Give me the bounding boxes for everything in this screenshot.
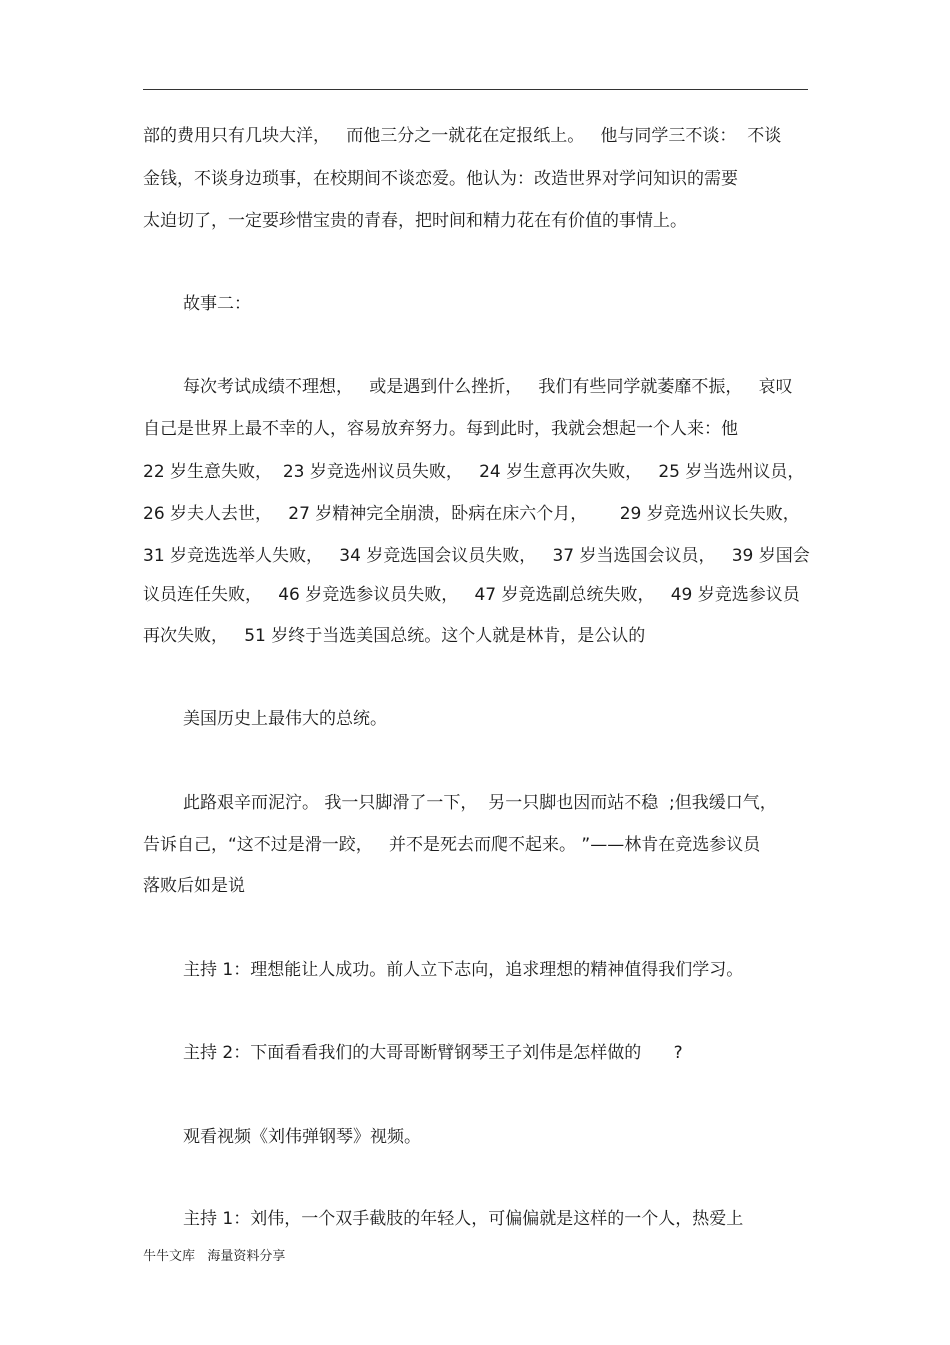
quote-line: 落败后如是说 <box>143 876 245 896</box>
paragraph-line: 议员连任失败， 46 岁竞选参议员失败， 47 岁竞选副总统失败， 49 岁竞选参议员 <box>143 585 800 605</box>
host-line: 主持 1：刘伟，一个双手截肢的年轻人，可偏偏就是这样的一个人，热爱上 <box>183 1209 744 1229</box>
paragraph-line: 每次考试成绩不理想， 或是遇到什么挫折， 我们有些同学就萎靡不振， 哀叹 <box>183 377 793 397</box>
paragraph-line: 再次失败， 51 岁终于当选美国总统。这个人就是林肯，是公认的 <box>143 626 646 646</box>
paragraph-line: 自己是世界上最不幸的人，容易放弃努力。每到此时，我就会想起一个人来：他 <box>143 419 738 439</box>
paragraph-line: 观看视频《刘伟弹钢琴》视频。 <box>183 1127 421 1147</box>
paragraph-line: 美国历史上最伟大的总统。 <box>183 709 387 729</box>
paragraph-line: 26 岁夫人去世， 27 岁精神完全崩溃，卧病在床六个月， 29 岁竞选州议长失败， <box>143 504 800 524</box>
header-rule <box>143 89 808 90</box>
quote-line: 此路艰辛而泥泞。 我一只脚滑了一下， 另一只脚也因而站不稳 ;但我缓口气， <box>183 793 777 813</box>
paragraph-line: 太迫切了，一定要珍惜宝贵的青春，把时间和精力花在有价值的事情上。 <box>143 211 687 231</box>
paragraph-line: 22 岁生意失败， 23 岁竞选州议员失败， 24 岁生意再次失败， 25 岁当选州议员， <box>143 462 805 482</box>
host-line: 主持 2：下面看看我们的大哥哥断臂钢琴王子刘伟是怎样做的 ? <box>183 1043 683 1063</box>
paragraph-line: 31 岁竞选选举人失败， 34 岁竞选国会议员失败， 37 岁当选国会议员， 39 岁国会 <box>143 546 810 566</box>
paragraph-line: 金钱，不谈身边琐事，在校期间不谈恋爱。他认为：改造世界对学问知识的需要 <box>143 169 738 189</box>
host-line: 主持 1：理想能让人成功。前人立下志向，追求理想的精神值得我们学习。 <box>183 960 744 980</box>
quote-line: 告诉自己，“这不过是滑一跤， 并不是死去而爬不起来。 ”——林肯在竞选参议员 <box>143 835 761 855</box>
page-footer: 牛牛文库 海量资料分享 <box>143 1249 286 1264</box>
paragraph-line: 部的费用只有几块大洋， 而他三分之一就花在定报纸上。 他与同学三不谈： 不谈 <box>143 126 782 146</box>
section-heading: 故事二： <box>183 294 251 314</box>
